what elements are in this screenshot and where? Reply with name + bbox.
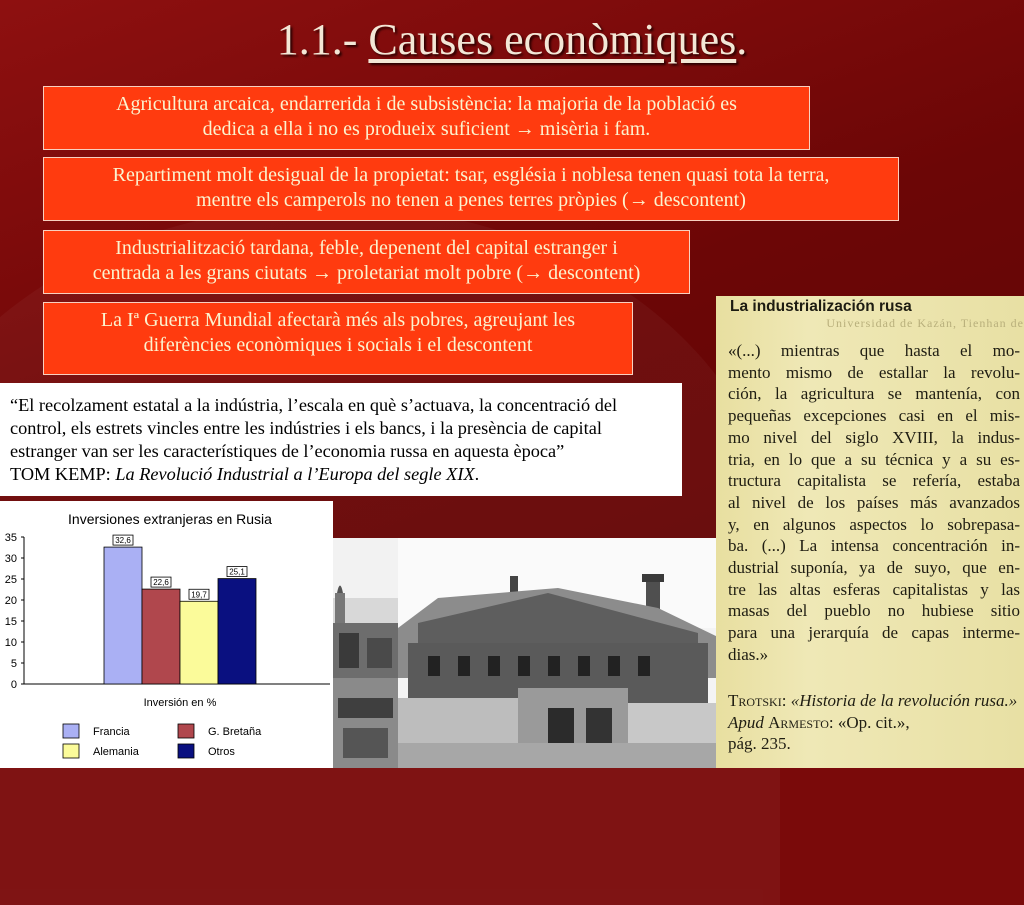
legend-label: Otros <box>208 746 235 758</box>
cause-box-line: Repartiment molt desigual de la propietat: tsar, església i noblesa tenen quasi tota la terra, <box>112 164 830 186</box>
quote-attribution: TOM KEMP: La Revolució Industrial a l’Europa del segle XIX. <box>10 464 480 484</box>
scan-line: mento mismo de estallar la revolu- <box>728 362 1020 382</box>
y-tick-label: 30 <box>4 553 17 565</box>
title-underlined: Causes econòmiques <box>368 15 737 64</box>
investment-chart-svg <box>0 501 333 768</box>
cause-box-industrialization <box>43 230 690 294</box>
legend-label: G. Bretaña <box>208 726 262 738</box>
cause-box-line: mentre els camperols no tenen a penes terres pròpies (→ descontent) <box>196 189 746 211</box>
factory-photo-image <box>398 538 720 768</box>
cause-box-line: Agricultura arcaica, endarrerida i de subsistència: la majoria de la població es <box>116 93 737 115</box>
scan-line: ba. (...) La intensa concentración in- <box>728 536 1020 556</box>
scan-line: tre las altas esferas capitalistas y las <box>728 579 1020 599</box>
chart-title: Inversiones extranjeras en Rusia <box>68 511 272 527</box>
scan-line: ción, la agricultura se mantenía, con <box>728 384 1020 404</box>
bar-francia <box>104 547 142 684</box>
scan-line: y, en algunos aspectos lo sobrepasa- <box>728 514 1020 534</box>
bar-g-breta-a <box>142 589 180 684</box>
scan-body <box>728 340 1020 666</box>
y-tick-label: 35 <box>4 532 17 544</box>
y-tick-label: 0 <box>10 679 17 691</box>
scan-title: La industrialización rusa <box>730 298 912 315</box>
legend-label: Alemania <box>93 746 139 758</box>
value-label: 19,7 <box>191 590 207 600</box>
bar-alemania <box>180 601 218 684</box>
investment-chart <box>0 501 333 768</box>
cause-box-property <box>43 157 899 221</box>
scan-line: mo nivel del siglo XVIII, la indus- <box>728 427 1020 447</box>
scan-line: tructura capitalista se refería, estaba <box>728 471 1020 491</box>
value-label: 32,6 <box>115 536 131 546</box>
city-photo-image <box>333 538 400 768</box>
cause-box-line: La Iª Guerra Mundial afectarà més als pobres, agreujant les <box>100 309 576 331</box>
y-tick-label: 10 <box>4 637 17 649</box>
y-tick-label: 20 <box>4 595 17 607</box>
cause-box-line: centrada a les grans ciutats → proletariat molt pobre (→ descontent) <box>92 262 641 284</box>
city-photo <box>333 538 400 768</box>
scan-source: Trotski: «Historia de la revolución rusa.» Apud Armesto: «Op. cit.», pág. 235. <box>728 691 1018 754</box>
scan-line: para una jerarquía de capas interme- <box>728 623 1020 643</box>
scan-ghost-text: Universidad de Kazán, Tienhan de <box>826 316 1024 330</box>
scan-line: masas del pueblo no hubiese sitio <box>728 601 1020 621</box>
legend-swatch <box>63 744 79 758</box>
kemp-quote <box>0 383 682 496</box>
quote-line: “El recolzament estatal a la indústria, l’escala en què s’actuava, la concentració del <box>10 395 618 415</box>
cause-box-agriculture <box>43 86 810 150</box>
cause-box-line: dedica a ella i no es produeix suficient → misèria i fam. <box>202 118 651 140</box>
trotski-text-scan <box>716 296 1024 768</box>
value-label: 22,6 <box>153 578 169 588</box>
scan-line: dias.» <box>728 644 769 664</box>
y-tick-label: 25 <box>4 574 17 586</box>
value-label: 25,1 <box>229 567 245 577</box>
scan-line: al nivel de los países más avanzados <box>728 492 1020 512</box>
y-tick-label: 5 <box>10 658 17 670</box>
scan-line: tria, en lo que a su técnica y a su es- <box>728 449 1020 469</box>
scan-line: pequeñas excepciones casi en el mis- <box>728 406 1020 426</box>
legend-label: Francia <box>93 726 130 738</box>
y-tick-label: 15 <box>4 616 17 628</box>
scan-line: «(...) mientras que hasta el mo- <box>728 341 1020 360</box>
legend-swatch <box>178 724 194 738</box>
quote-line: control, els estrets vincles entre les indústries i els bancs, i la presència de capital <box>10 418 602 438</box>
scan-line: dustrial suponía, ya de suyo, que en- <box>728 558 1020 578</box>
quote-line: estranger van ser les característiques de l’economia russa en aquesta època” <box>10 441 565 461</box>
x-axis-label: Inversión en % <box>143 697 217 709</box>
legend-swatch <box>63 724 79 738</box>
cause-box-line: diferències econòmiques i socials i el descontent <box>143 334 533 356</box>
cause-box-line: Industrialització tardana, feble, depenent del capital estranger i <box>115 237 618 259</box>
legend-swatch <box>178 744 194 758</box>
cause-box-world-war <box>43 302 633 375</box>
slide-title: 1.1.- Causes econòmiques. <box>276 15 748 64</box>
factory-photo <box>398 538 720 768</box>
bar-otros <box>218 579 256 684</box>
